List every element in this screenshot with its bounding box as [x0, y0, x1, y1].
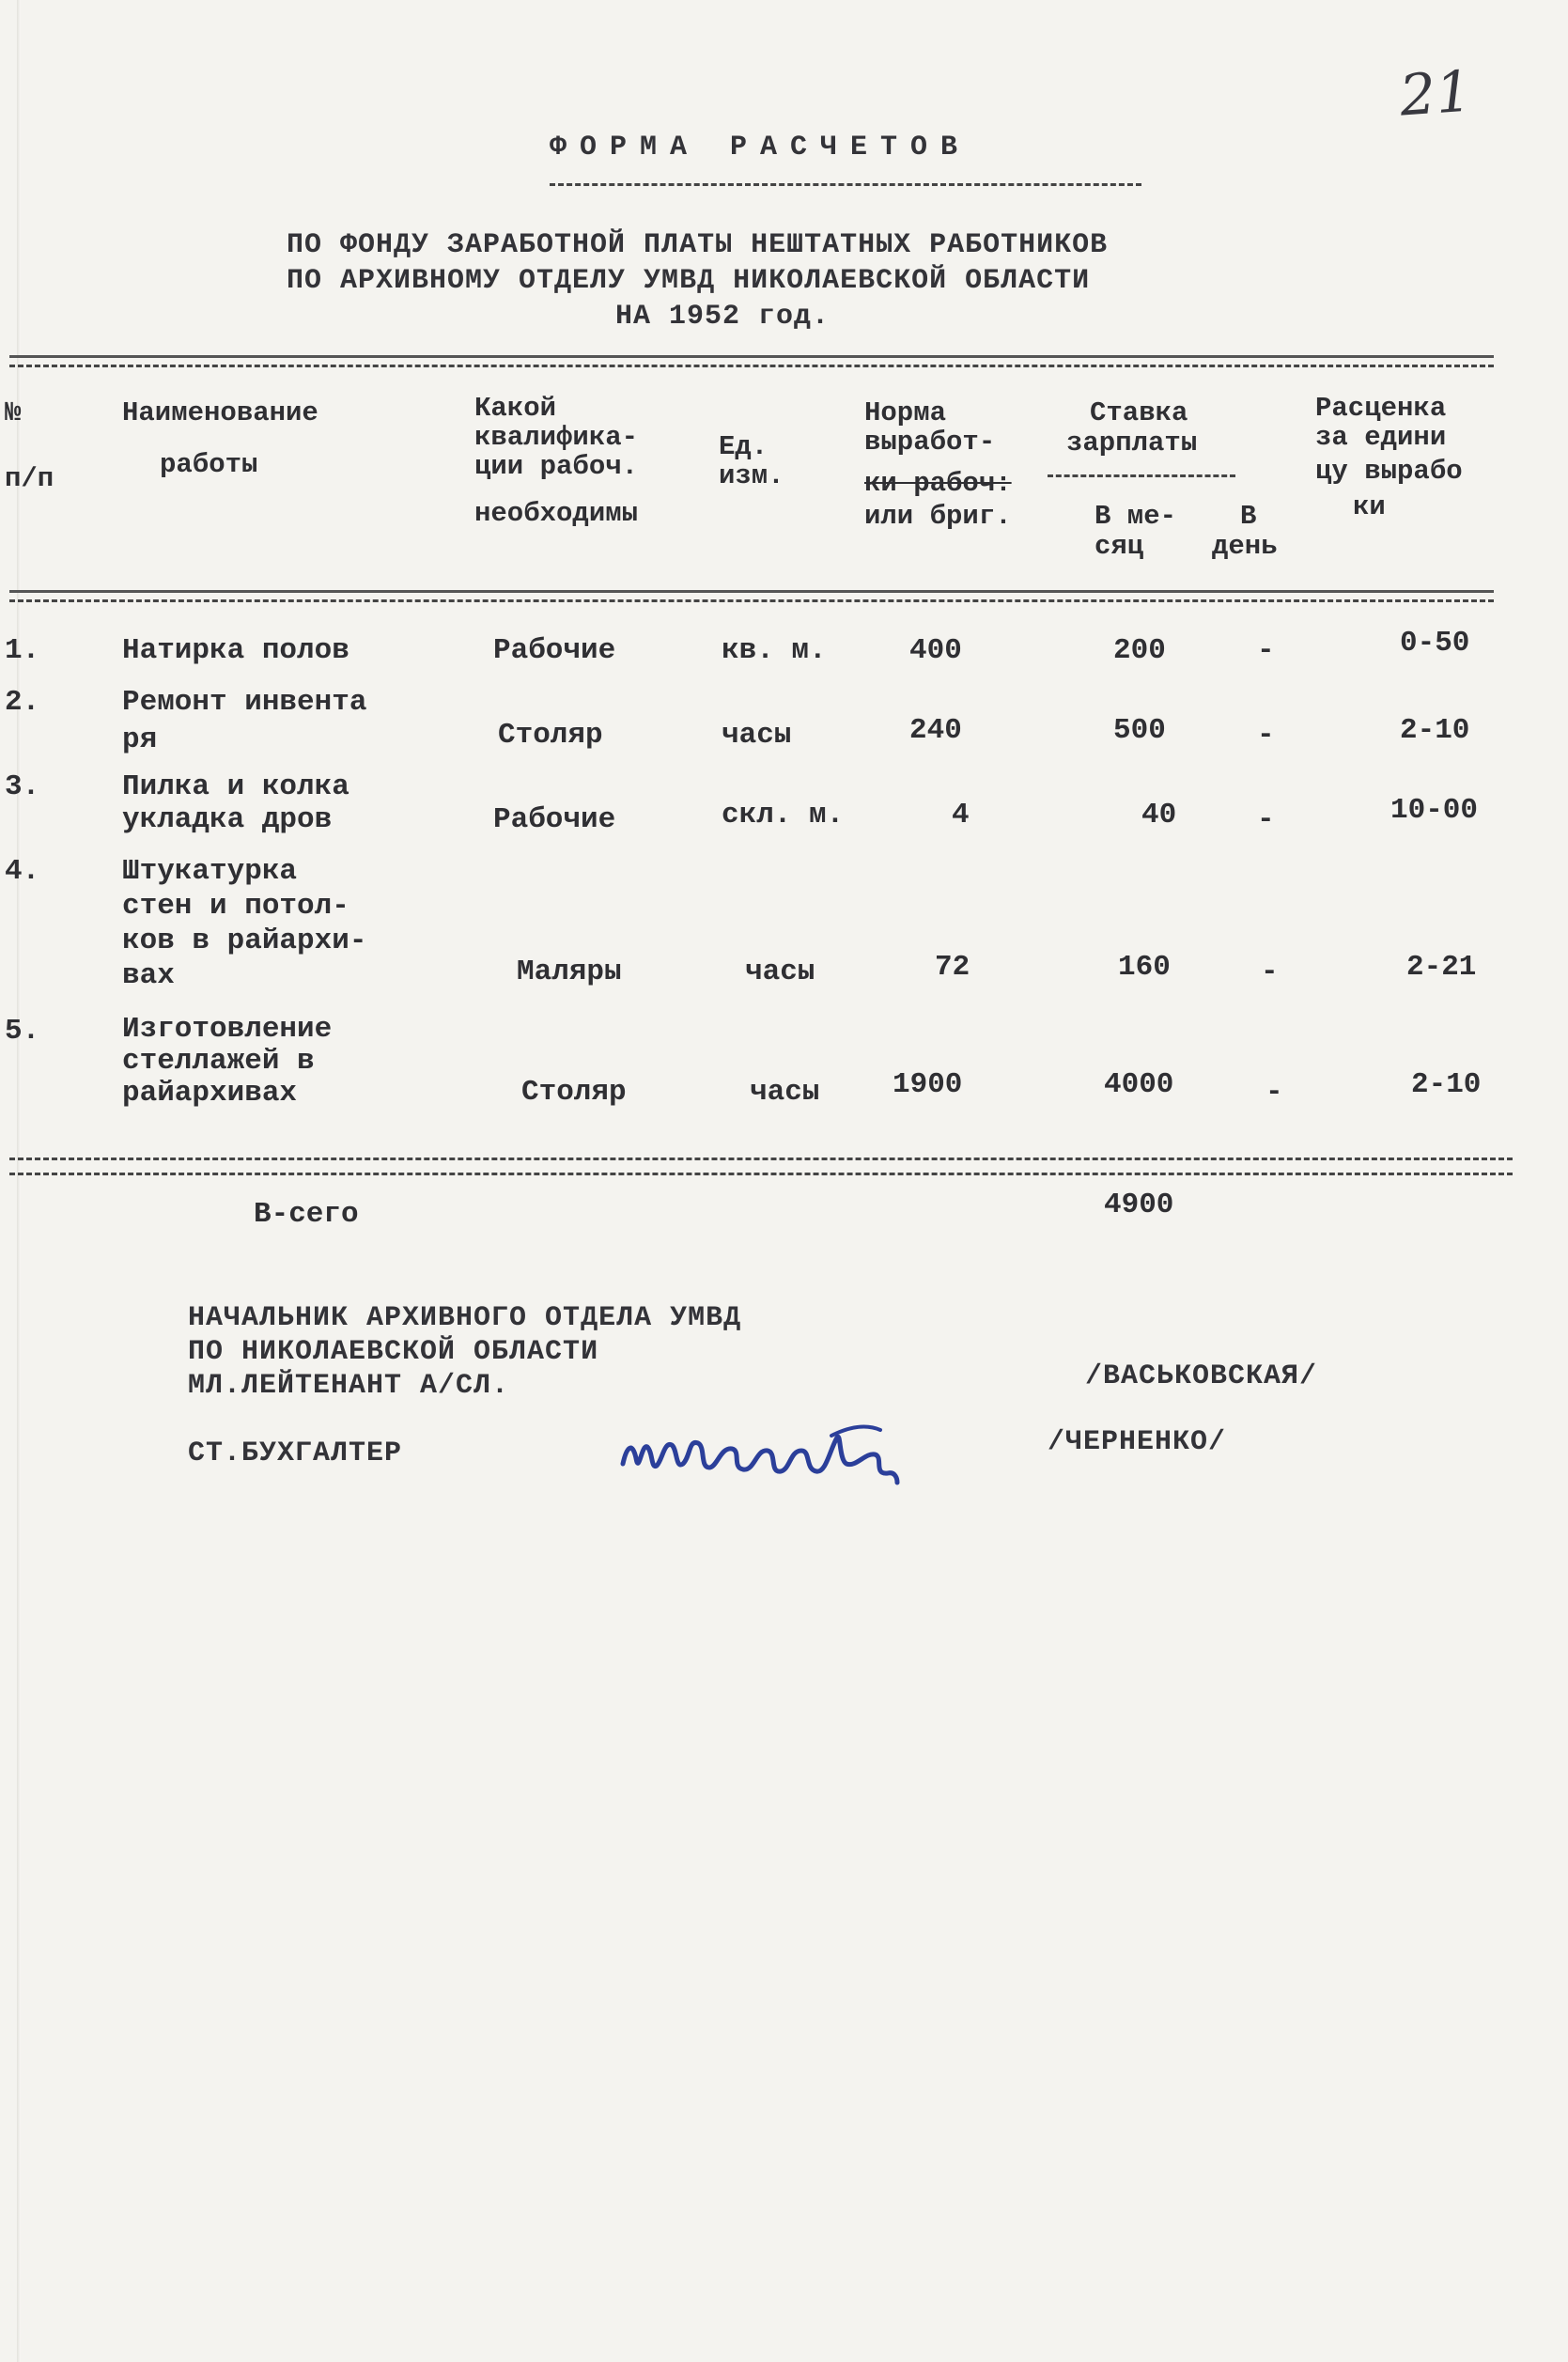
- header-rate-month-1: В ме-: [1094, 501, 1177, 532]
- row-qualification: Столяр: [498, 719, 603, 752]
- header-rate-month-2: сяц: [1094, 531, 1144, 562]
- row-norm: 1900: [893, 1068, 963, 1101]
- row-qualification: Рабочие: [493, 634, 616, 667]
- header-price-2: за едини: [1315, 422, 1447, 453]
- header-qual-2: квалифика-: [474, 422, 639, 453]
- table-top-rule-2: [9, 365, 1494, 367]
- header-bottom-rule: [9, 590, 1494, 593]
- handwritten-signature: [615, 1409, 916, 1513]
- table-bottom-rule: [9, 1158, 1513, 1160]
- row-rate-month: 160: [1118, 951, 1171, 984]
- row-work-name-line-2: ря: [122, 723, 158, 756]
- chief-title-line-3: МЛ.ЛЕЙТЕНАНТ А/СЛ.: [188, 1370, 510, 1402]
- row-work-name: Натирка полов: [122, 634, 349, 667]
- row-num: 3.: [5, 770, 40, 803]
- rate-divider: [1048, 474, 1235, 477]
- row-work-name-line-3: ков в райархи-: [122, 925, 367, 957]
- header-norm-1: Норма: [864, 397, 947, 428]
- table-top-rule: [9, 355, 1494, 358]
- row-num: 5.: [5, 1015, 40, 1048]
- row-unit: часы: [750, 1076, 820, 1109]
- row-work-name-line-1: Изготовление: [122, 1013, 333, 1046]
- row-qualification: Рабочие: [493, 803, 616, 836]
- row-unit: часы: [722, 719, 792, 752]
- header-norm-3: ки рабоч:: [864, 468, 1012, 499]
- accountant-title: СТ.БУХГАЛТЕР: [188, 1437, 403, 1469]
- row-price: 10-00: [1390, 794, 1479, 827]
- row-rate-day: -: [1261, 956, 1279, 988]
- row-num: 2.: [5, 686, 40, 719]
- row-unit: кв. м.: [722, 634, 827, 667]
- header-bottom-rule-2: [9, 599, 1494, 602]
- header-num-1: №: [5, 397, 22, 428]
- row-qualification: Столяр: [521, 1076, 627, 1109]
- subtitle-line-3: НА 1952 год.: [615, 301, 831, 333]
- header-price-4: ки: [1353, 491, 1386, 522]
- row-price: 0-50: [1400, 627, 1470, 660]
- table-bottom-rule-2: [9, 1173, 1513, 1175]
- total-value: 4900: [1104, 1189, 1174, 1221]
- row-norm: 240: [909, 714, 962, 747]
- row-rate-day: -: [1257, 719, 1275, 752]
- row-work-name-line-2: укладка дров: [122, 803, 333, 836]
- row-work-name-line-3: райархивах: [122, 1077, 298, 1110]
- row-num: 4.: [5, 855, 40, 888]
- row-rate-month: 200: [1113, 634, 1166, 667]
- header-norm-2: выработ-: [864, 427, 996, 458]
- row-price: 2-10: [1400, 714, 1470, 747]
- total-label: В-сего: [254, 1198, 359, 1231]
- header-qual-1: Какой: [474, 393, 557, 424]
- header-price-1: Расценка: [1315, 393, 1447, 424]
- chief-title-line-2: ПО НИКОЛАЕВСКОЙ ОБЛАСТИ: [188, 1336, 599, 1368]
- row-num: 1.: [5, 634, 40, 667]
- row-rate-day: -: [1265, 1076, 1283, 1109]
- header-rate-1: Ставка: [1090, 397, 1188, 428]
- row-work-name-line-2: стен и потол-: [122, 890, 349, 923]
- accountant-name: /ЧЕРНЕНКО/: [1048, 1426, 1227, 1458]
- header-rate-2: зарплаты: [1066, 427, 1198, 458]
- row-qualification: Маляры: [517, 956, 622, 988]
- row-rate-day: -: [1257, 634, 1275, 667]
- row-norm: 72: [935, 951, 970, 984]
- document-title: ФОРМА РАСЧЕТОВ: [550, 132, 971, 163]
- header-unit-2: изм.: [719, 460, 784, 491]
- title-underline: [550, 183, 1141, 186]
- row-rate-day: -: [1257, 803, 1275, 836]
- subtitle-line-1: ПО ФОНДУ ЗАРАБОТНОЙ ПЛАТЫ НЕШТАТНЫХ РАБОТНИКОВ: [287, 229, 1109, 261]
- row-work-name-line-4: вах: [122, 959, 175, 992]
- header-unit-1: Ед.: [719, 431, 768, 462]
- row-work-name-line-1: Пилка и колка: [122, 770, 349, 803]
- page-number: 21: [1397, 58, 1474, 130]
- row-unit: скл. м.: [722, 799, 845, 831]
- row-unit: часы: [745, 956, 815, 988]
- header-price-3: цу вырабо: [1315, 456, 1463, 487]
- row-work-name-line-1: Ремонт инвента: [122, 686, 367, 719]
- subtitle-line-2: ПО АРХИВНОМУ ОТДЕЛУ УМВД НИКОЛАЕВСКОЙ ОБЛАСТИ: [287, 265, 1091, 297]
- row-norm: 400: [909, 634, 962, 667]
- row-rate-month: 4000: [1104, 1068, 1174, 1101]
- row-work-name-line-2: стеллажей в: [122, 1045, 315, 1078]
- header-qual-4: необходимы: [474, 498, 639, 529]
- row-norm: 4: [952, 799, 970, 831]
- header-qual-3: ции рабоч.: [474, 451, 639, 482]
- header-num-2: п/п: [5, 463, 54, 494]
- chief-title-line-1: НАЧАЛЬНИК АРХИВНОГО ОТДЕЛА УМВД: [188, 1302, 742, 1334]
- row-rate-month: 40: [1141, 799, 1177, 831]
- header-rate-day-2: день: [1212, 531, 1278, 562]
- row-price: 2-10: [1411, 1068, 1482, 1101]
- row-work-name-line-1: Штукатурка: [122, 855, 298, 888]
- header-rate-day-1: В: [1240, 501, 1257, 532]
- header-norm-4: или бриг.: [864, 501, 1012, 532]
- header-name-2: работы: [160, 449, 258, 480]
- row-price: 2-21: [1406, 951, 1477, 984]
- row-rate-month: 500: [1113, 714, 1166, 747]
- header-name-1: Наименование: [122, 397, 318, 428]
- chief-name: /ВАСЬКОВСКАЯ/: [1085, 1360, 1318, 1392]
